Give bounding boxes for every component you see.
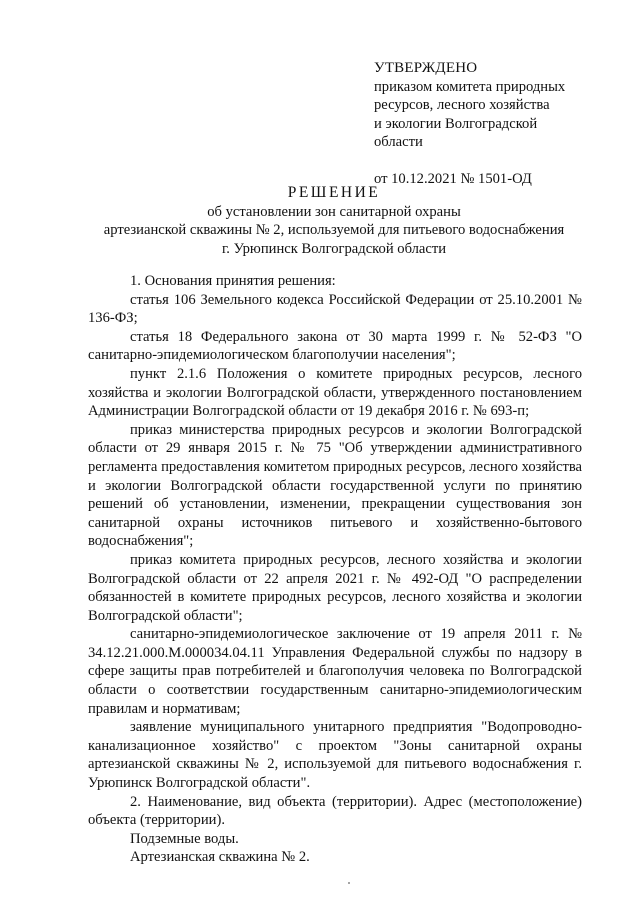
paragraph: Подземные воды. [130, 830, 239, 847]
paragraph: пункт 2.1.6 Положения о комитете природных ресурсов, лесного хозяйства и экологии Волгоградской области, утвержденного постановлением Администрации Волгоградской области от 19 декабря 2016 г. № 693-п; [88, 365, 582, 420]
approval-stamp [374, 59, 604, 189]
paragraph: статья 106 Земельного кодекса Российской Федерации от 25.10.2001 № 136-ФЗ; [88, 291, 582, 327]
decision-heading: РЕШЕНИЕ [287, 184, 381, 201]
section-heading: 1. Основания принятия решения: [130, 273, 336, 289]
title-line: артезианской скважины № 2, используемой для питьевого водоснабжения [103, 222, 565, 239]
title-line: г. Урюпинск Волгоградской области [221, 240, 447, 257]
approval-line: приказом комитета природных [374, 78, 566, 95]
document-body [88, 272, 582, 867]
section-heading: 2. Наименование, вид объекта (территории). Адрес (местоположение) объекта (территории). [88, 793, 582, 829]
title-line: об установлении зон санитарной охраны [207, 203, 461, 220]
paragraph: заявление муниципального унитарного предприятия "Водопроводно-канализационное хозяйство" с проектом "Зоны санитарной охраны артезианской скважины № 2, используемой для питьевого водоснабжения г. Урюпинск Волгоградской области". [88, 719, 582, 792]
paragraph: статья 18 Федерального закона от 30 марта 1999 г. № 52-ФЗ "О санитарно-эпидемиологическом благополучии населения"; [88, 328, 582, 364]
approval-heading: УТВЕРЖДЕНО [374, 60, 478, 76]
paragraph: приказ комитета природных ресурсов, лесного хозяйства и экологии Волгоградской области от 22 апреля 2021 г. № 492-ОД "О распределении обязанностей в комитете природных ресурсов, лесного хозяйства и экологии Волгоградской области"; [88, 551, 582, 624]
approval-line: ресурсов, лесного хозяйства [374, 97, 550, 114]
approval-line: и экологии Волгоградской [374, 115, 538, 132]
paragraph: Артезианская скважина № 2. [130, 849, 310, 866]
approval-date: от 10.12.2021 № 1501-ОД [374, 170, 532, 187]
paragraph: приказ министерства природных ресурсов и экологии Волгоградской области от 29 января 2015 г. № 75 "Об утверждении административного регламента предоставления комитетом природных ресурсов, лесного хозяйства и экологии Волгоградской области государственной услуги по принятию решений об установлении, изменении, прекращении существования зон санитарной охраны источников питьевого и хозяйственно-бытового водоснабжения"; [88, 421, 582, 550]
document-title [86, 184, 582, 258]
paragraph: санитарно-эпидемиологическое заключение от 19 апреля 2011 г. № 34.12.21.000.М.000034.04.11 Управления Федеральной службы по надзору в сфере защиты прав потребителей и благополучия человека по Волгоградской области о соответствии государственным санитарно-эпидемиологическим правилам и нормативам; [88, 626, 582, 717]
approval-line: области [374, 134, 423, 151]
scan-artifact [348, 882, 350, 884]
